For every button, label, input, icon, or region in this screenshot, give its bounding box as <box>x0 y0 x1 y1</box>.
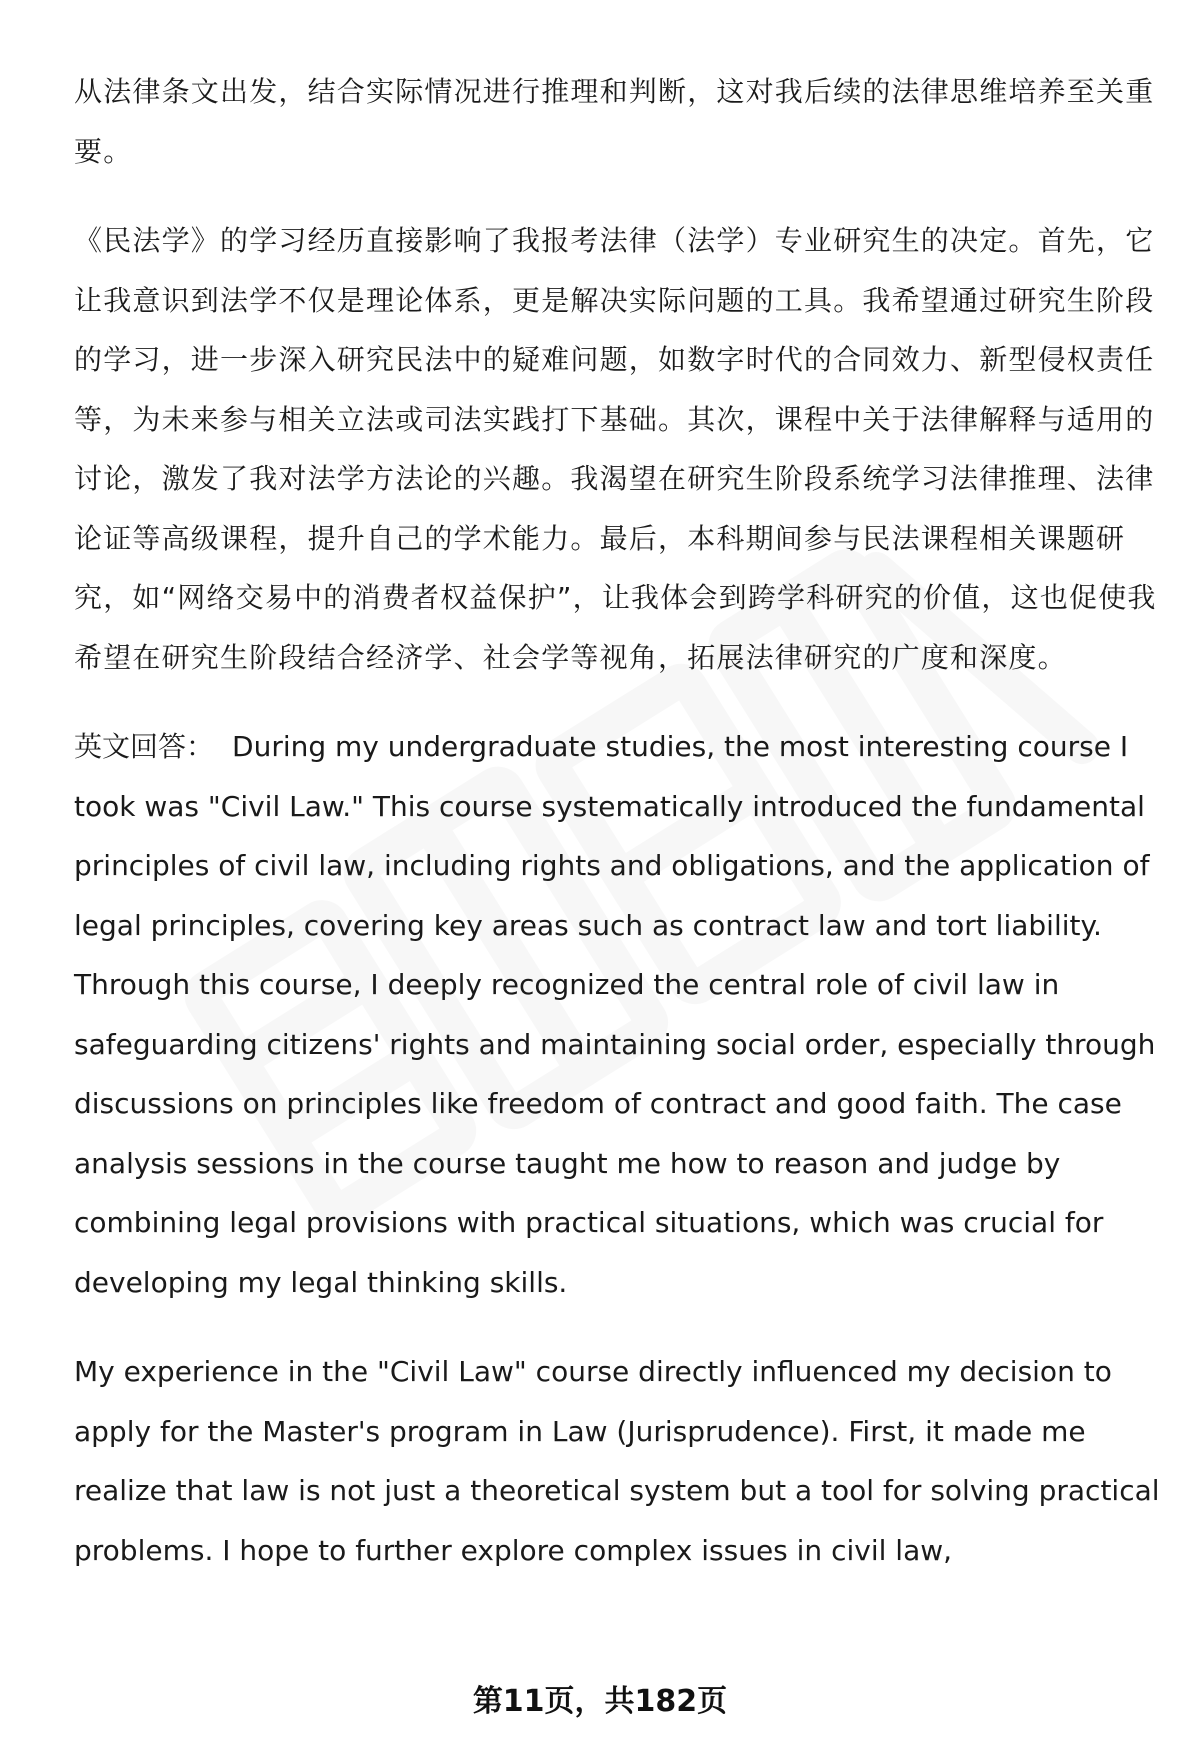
paragraph-chinese-intro: 从法律条文出发，结合实际情况进行推理和判断，这对我后续的法律思维培养至关重要。 <box>74 75 1155 168</box>
english-answer-text: During my undergraduate studies, the most interesting course I took was "Civil Law." This course systematically introduced the fundamental principles of civil law, including rights and obligations, and the application of legal principles, covering key areas such as contract law and tort liability. Through this course, I deeply recognized the central role of civil law in safeguarding citizens' rights and maintaining social order, especially through discussions on principles like freedom of contract and good faith. The case analysis sessions in the course taught me how to reason and judge by combining legal provisions with practical situations, which was crucial for developing my legal thinking skills. <box>74 730 1156 1299</box>
paragraph-english-answer <box>74 717 1160 1312</box>
english-answer-label: 英文回答： <box>74 730 215 763</box>
paragraph-chinese-motivation: 《民法学》的学习经历直接影响了我报考法律（法学）专业研究生的决定。首先，它让我意识到法学不仅是理论体系，更是解决实际问题的工具。我希望通过研究生阶段的学习，进一步深入研究民法中的疑难问题，如数字时代的合同效力、新型侵权责任等，为未来参与相关立法或司法实践打下基础。其次，课程中关于法律解释与适用的讨论，激发了我对法学方法论的兴趣。我渴望在研究生阶段系统学习法律推理、法律论证等高级课程，提升自己的学术能力。最后，本科期间参与民法课程相关课题研究，如“网络交易中的消费者权益保护”，让我体会到跨学科研究的价值，这也促使我希望在研究生阶段结合经济学、社会学等视角，拓展法律研究的广度和深度。 <box>74 224 1157 674</box>
page-number-footer: 第11页，共182页 <box>472 1684 728 1719</box>
paragraph-english-motivation: My experience in the "Civil Law" course directly influenced my decision to apply for the Master's program in Law (Jurisprudence). First, it made me realize that law is not just a theoretical system but a tool for solving practical problems. I hope to further explore complex issues in civil law, <box>74 1355 1160 1567</box>
document-body <box>74 62 1160 1610</box>
